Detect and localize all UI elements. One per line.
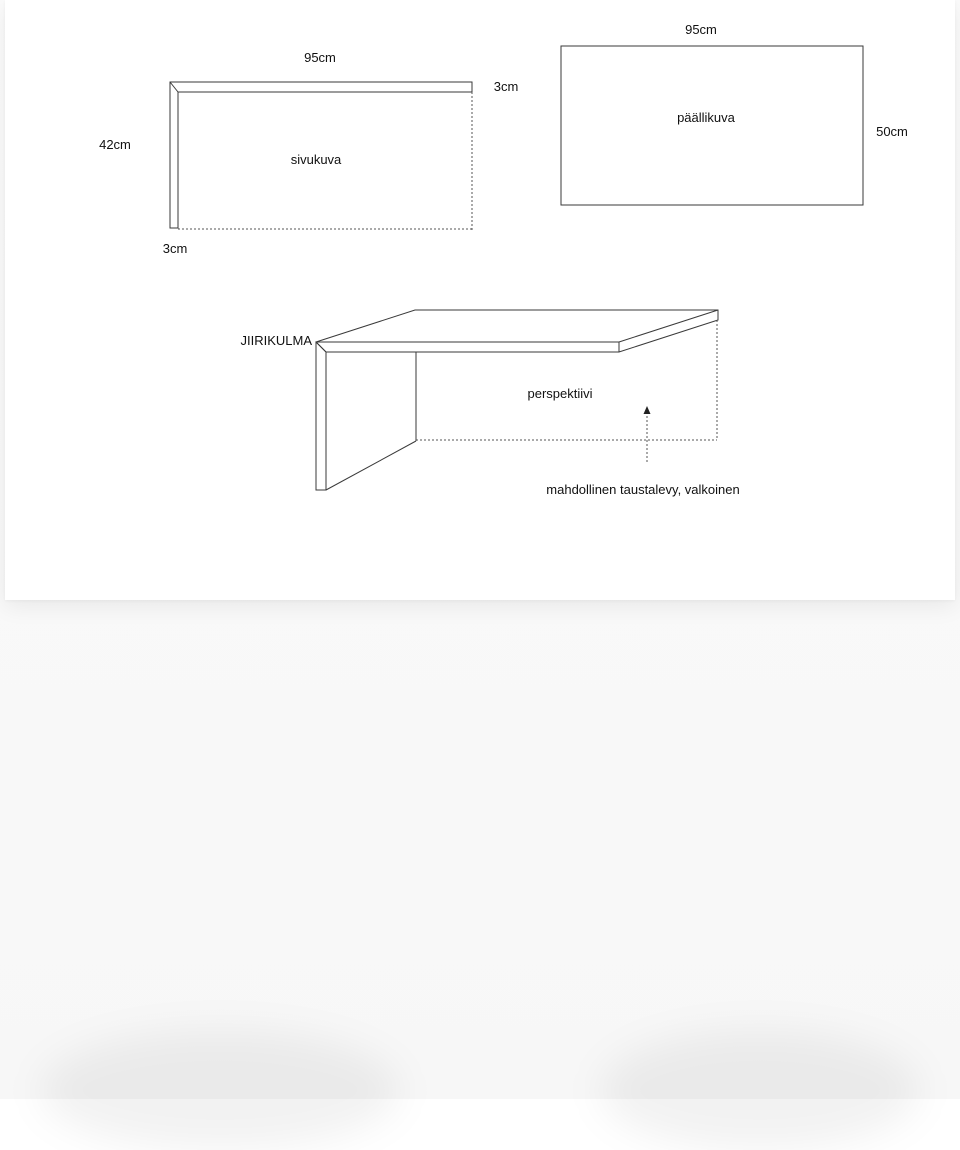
perspective-miter-line <box>316 342 326 352</box>
perspective-top-right-edge <box>619 310 718 342</box>
side-view-miter-line <box>170 82 178 92</box>
top-view-title: päällikuva <box>677 110 735 125</box>
top-view-depth-label: 50cm <box>876 124 908 139</box>
perspective-leg-bottom <box>326 441 416 490</box>
top-view-width-label: 95cm <box>685 22 717 37</box>
side-view-width-label: 95cm <box>304 50 336 65</box>
top-view-outline <box>561 46 863 205</box>
perspective-leg-front <box>316 342 326 490</box>
perspective-title: perspektiivi <box>527 386 593 401</box>
side-view-leg-thickness-label: 3cm <box>162 241 188 256</box>
back-panel-note: mahdollinen taustalevy, valkoinen <box>546 482 740 497</box>
perspective-view <box>240 310 739 497</box>
side-view-title: sivukuva <box>290 152 342 167</box>
perspective-top-slab <box>316 310 718 352</box>
top-view <box>561 22 908 205</box>
side-view-top-thickness-label: 3cm <box>493 79 519 94</box>
back-panel-arrow-head <box>644 406 651 414</box>
side-view <box>99 50 518 256</box>
side-view-height-label: 42cm <box>99 137 131 152</box>
miter-label: JIIRIKULMA <box>240 333 312 348</box>
